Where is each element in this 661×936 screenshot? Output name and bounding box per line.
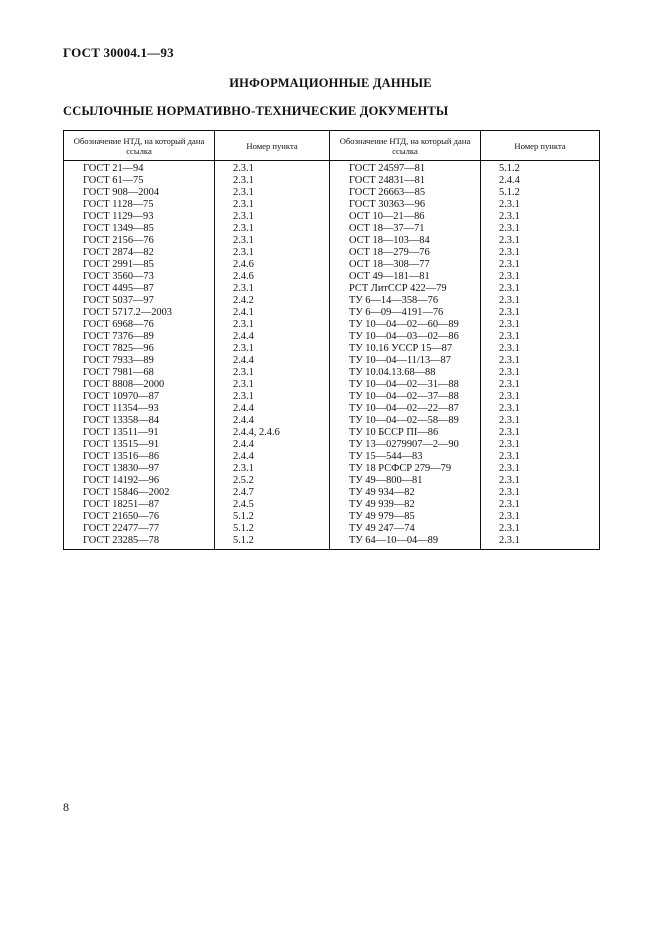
clause-cell-right: 2.3.1 xyxy=(481,391,600,403)
ntd-cell-left: ГОСТ 7825—96 xyxy=(64,343,215,355)
clause-cell-right: 2.3.1 xyxy=(481,211,600,223)
ntd-cell-right: ОСТ 18—279—76 xyxy=(330,247,481,259)
clause-cell-left: 2.3.1 xyxy=(215,187,330,199)
ntd-cell-right: ГОСТ 30363—96 xyxy=(330,199,481,211)
clause-cell-left: 2.4.6 xyxy=(215,271,330,283)
table-row xyxy=(64,223,600,235)
document-code: ГОСТ 30004.1—93 xyxy=(63,45,174,60)
ntd-cell-right: РСТ ЛитССР 422—79 xyxy=(330,283,481,295)
clause-cell-left: 2.4.1 xyxy=(215,307,330,319)
clause-cell-right: 2.3.1 xyxy=(481,427,600,439)
clause-cell-right: 2.3.1 xyxy=(481,295,600,307)
ntd-cell-right: ТУ 49 934—82 xyxy=(330,487,481,499)
clause-cell-left: 2.4.4 xyxy=(215,331,330,343)
table-row xyxy=(64,403,600,415)
clause-cell-left: 2.3.1 xyxy=(215,211,330,223)
clause-cell-left: 2.3.1 xyxy=(215,463,330,475)
clause-cell-left: 2.4.7 xyxy=(215,487,330,499)
clause-cell-left: 2.3.1 xyxy=(215,367,330,379)
ntd-cell-right: ОСТ 18—37—71 xyxy=(330,223,481,235)
clause-cell-left: 5.1.2 xyxy=(215,535,330,550)
ntd-cell-left: ГОСТ 13516—86 xyxy=(64,451,215,463)
table-header-row xyxy=(64,131,600,161)
table-row xyxy=(64,511,600,523)
clause-cell-right: 2.3.1 xyxy=(481,367,600,379)
ntd-cell-right: ТУ 18 РСФСР 279—79 xyxy=(330,463,481,475)
clause-cell-right: 2.3.1 xyxy=(481,283,600,295)
clause-cell-left: 2.4.4 xyxy=(215,439,330,451)
ntd-cell-left: ГОСТ 908—2004 xyxy=(64,187,215,199)
ntd-cell-right: ТУ 6—09—4191—76 xyxy=(330,307,481,319)
table-row xyxy=(64,523,600,535)
ntd-cell-left: ГОСТ 4495—87 xyxy=(64,283,215,295)
clause-cell-right: 2.3.1 xyxy=(481,535,600,550)
ntd-cell-left: ГОСТ 13830—97 xyxy=(64,463,215,475)
ntd-cell-left: ГОСТ 1128—75 xyxy=(64,199,215,211)
table-row xyxy=(64,475,600,487)
table-row xyxy=(64,439,600,451)
ntd-cell-left: ГОСТ 8808—2000 xyxy=(64,379,215,391)
table-row xyxy=(64,535,600,550)
clause-cell-left: 2.3.1 xyxy=(215,319,330,331)
clause-cell-right: 2.3.1 xyxy=(481,499,600,511)
table-body xyxy=(64,161,600,550)
clause-cell-left: 2.5.2 xyxy=(215,475,330,487)
ntd-cell-left: ГОСТ 21650—76 xyxy=(64,511,215,523)
clause-cell-right: 2.3.1 xyxy=(481,355,600,367)
ntd-cell-left: ГОСТ 5717.2—2003 xyxy=(64,307,215,319)
clause-cell-left: 2.3.1 xyxy=(215,343,330,355)
clause-cell-left: 2.4.6 xyxy=(215,259,330,271)
header-ntd-left: Обозначение НТД, на который дана ссылка xyxy=(64,131,215,161)
clause-cell-left: 2.4.4, 2.4.6 xyxy=(215,427,330,439)
table-row xyxy=(64,161,600,176)
ntd-cell-left: ГОСТ 22477—77 xyxy=(64,523,215,535)
ntd-cell-right: ТУ 10.16 УССР 15—87 xyxy=(330,343,481,355)
clause-cell-right: 2.3.1 xyxy=(481,259,600,271)
ntd-cell-left: ГОСТ 13515—91 xyxy=(64,439,215,451)
table-row xyxy=(64,499,600,511)
clause-cell-right: 2.3.1 xyxy=(481,343,600,355)
clause-cell-right: 2.3.1 xyxy=(481,319,600,331)
clause-cell-right: 2.3.1 xyxy=(481,487,600,499)
ntd-cell-left: ГОСТ 7933—89 xyxy=(64,355,215,367)
table-row xyxy=(64,175,600,187)
clause-cell-right: 5.1.2 xyxy=(481,187,600,199)
ntd-cell-left: ГОСТ 3560—73 xyxy=(64,271,215,283)
ntd-cell-right: ТУ 49 247—74 xyxy=(330,523,481,535)
ntd-cell-left: ГОСТ 13511—91 xyxy=(64,427,215,439)
clause-cell-left: 5.1.2 xyxy=(215,511,330,523)
ntd-cell-left: ГОСТ 7376—89 xyxy=(64,331,215,343)
section-title: ИНФОРМАЦИОННЫЕ ДАННЫЕ xyxy=(229,76,432,90)
ntd-cell-left: ГОСТ 7981—68 xyxy=(64,367,215,379)
clause-cell-right: 5.1.2 xyxy=(481,161,600,176)
ntd-cell-right: ТУ 10 БССР ПI—86 xyxy=(330,427,481,439)
clause-cell-right: 2.3.1 xyxy=(481,439,600,451)
ntd-cell-left: ГОСТ 15846—2002 xyxy=(64,487,215,499)
table-row xyxy=(64,379,600,391)
table-row xyxy=(64,235,600,247)
ntd-cell-right: ГОСТ 26663—85 xyxy=(330,187,481,199)
ntd-cell-right: ТУ 10—04—02—37—88 xyxy=(330,391,481,403)
ntd-cell-right: ТУ 10—04—02—58—89 xyxy=(330,415,481,427)
ntd-cell-right: ТУ 49 939—82 xyxy=(330,499,481,511)
header-clause-left: Номер пункта xyxy=(215,131,330,161)
ntd-cell-left: ГОСТ 18251—87 xyxy=(64,499,215,511)
clause-cell-right: 2.3.1 xyxy=(481,415,600,427)
table-row xyxy=(64,367,600,379)
ntd-cell-right: ТУ 6—14—358—76 xyxy=(330,295,481,307)
clause-cell-left: 2.3.1 xyxy=(215,379,330,391)
ntd-cell-right: ГОСТ 24597—81 xyxy=(330,161,481,176)
table-row xyxy=(64,319,600,331)
ntd-cell-right: ОСТ 18—103—84 xyxy=(330,235,481,247)
page-number: 8 xyxy=(63,800,69,814)
ntd-cell-left: ГОСТ 1349—85 xyxy=(64,223,215,235)
ntd-cell-right: ОСТ 10—21—86 xyxy=(330,211,481,223)
clause-cell-left: 2.4.5 xyxy=(215,499,330,511)
table-row xyxy=(64,391,600,403)
table-row xyxy=(64,463,600,475)
header-ntd-right: Обозначение НТД, на который дана ссылка xyxy=(330,131,481,161)
clause-cell-left: 2.4.2 xyxy=(215,295,330,307)
ntd-cell-right: ТУ 64—10—04—89 xyxy=(330,535,481,550)
table-row xyxy=(64,199,600,211)
clause-cell-left: 2.3.1 xyxy=(215,235,330,247)
ntd-cell-right: ТУ 10—04—11/13—87 xyxy=(330,355,481,367)
clause-cell-left: 2.4.4 xyxy=(215,451,330,463)
clause-cell-right: 2.3.1 xyxy=(481,199,600,211)
clause-cell-right: 2.3.1 xyxy=(481,379,600,391)
clause-cell-right: 2.3.1 xyxy=(481,235,600,247)
ntd-cell-right: ТУ 10—04—02—22—87 xyxy=(330,403,481,415)
clause-cell-right: 2.3.1 xyxy=(481,307,600,319)
ntd-cell-right: ТУ 10.04.13.68—88 xyxy=(330,367,481,379)
clause-cell-right: 2.3.1 xyxy=(481,523,600,535)
ntd-cell-right: ТУ 10—04—02—60—89 xyxy=(330,319,481,331)
clause-cell-left: 2.3.1 xyxy=(215,283,330,295)
table-row xyxy=(64,211,600,223)
clause-cell-left: 2.3.1 xyxy=(215,199,330,211)
table-row xyxy=(64,247,600,259)
ntd-cell-right: ТУ 49—800—81 xyxy=(330,475,481,487)
table-row xyxy=(64,343,600,355)
clause-cell-right: 2.3.1 xyxy=(481,511,600,523)
table-row xyxy=(64,295,600,307)
ntd-cell-left: ГОСТ 5037—97 xyxy=(64,295,215,307)
clause-cell-right: 2.3.1 xyxy=(481,463,600,475)
table-row xyxy=(64,427,600,439)
table-row xyxy=(64,187,600,199)
ntd-cell-left: ГОСТ 2874—82 xyxy=(64,247,215,259)
table-row xyxy=(64,271,600,283)
table-row xyxy=(64,331,600,343)
ntd-cell-right: ТУ 10—04—02—31—88 xyxy=(330,379,481,391)
clause-cell-left: 2.3.1 xyxy=(215,391,330,403)
clause-cell-right: 2.3.1 xyxy=(481,451,600,463)
ntd-cell-right: ГОСТ 24831—81 xyxy=(330,175,481,187)
table-row xyxy=(64,307,600,319)
ntd-cell-left: ГОСТ 14192—96 xyxy=(64,475,215,487)
ntd-cell-left: ГОСТ 23285—78 xyxy=(64,535,215,550)
clause-cell-left: 5.1.2 xyxy=(215,523,330,535)
ntd-cell-right: ТУ 15—544—83 xyxy=(330,451,481,463)
table-row xyxy=(64,259,600,271)
clause-cell-right: 2.3.1 xyxy=(481,223,600,235)
table-row xyxy=(64,355,600,367)
clause-cell-right: 2.3.1 xyxy=(481,271,600,283)
ntd-cell-left: ГОСТ 10970—87 xyxy=(64,391,215,403)
ntd-cell-left: ГОСТ 2156—76 xyxy=(64,235,215,247)
table-row xyxy=(64,451,600,463)
clause-cell-left: 2.4.4 xyxy=(215,355,330,367)
ntd-cell-right: ТУ 49 979—85 xyxy=(330,511,481,523)
ntd-cell-left: ГОСТ 1129—93 xyxy=(64,211,215,223)
clause-cell-left: 2.4.4 xyxy=(215,415,330,427)
clause-cell-right: 2.4.4 xyxy=(481,175,600,187)
ntd-cell-left: ГОСТ 13358—84 xyxy=(64,415,215,427)
header-clause-right: Номер пункта xyxy=(481,131,600,161)
clause-cell-right: 2.3.1 xyxy=(481,403,600,415)
ntd-cell-left: ГОСТ 61—75 xyxy=(64,175,215,187)
clause-cell-right: 2.3.1 xyxy=(481,331,600,343)
ntd-cell-right: ОСТ 18—308—77 xyxy=(330,259,481,271)
table-row xyxy=(64,487,600,499)
clause-cell-right: 2.3.1 xyxy=(481,247,600,259)
clause-cell-left: 2.3.1 xyxy=(215,223,330,235)
clause-cell-left: 2.3.1 xyxy=(215,175,330,187)
clause-cell-left: 2.3.1 xyxy=(215,247,330,259)
ntd-cell-left: ГОСТ 6968—76 xyxy=(64,319,215,331)
ntd-cell-left: ГОСТ 21—94 xyxy=(64,161,215,176)
table-row xyxy=(64,415,600,427)
ntd-cell-left: ГОСТ 2991—85 xyxy=(64,259,215,271)
references-table xyxy=(63,130,600,550)
table-row xyxy=(64,283,600,295)
clause-cell-right: 2.3.1 xyxy=(481,475,600,487)
ntd-cell-right: ОСТ 49—181—81 xyxy=(330,271,481,283)
clause-cell-left: 2.4.4 xyxy=(215,403,330,415)
ntd-cell-left: ГОСТ 11354—93 xyxy=(64,403,215,415)
ntd-cell-right: ТУ 13—0279907—2—90 xyxy=(330,439,481,451)
ntd-cell-right: ТУ 10—04—03—02—86 xyxy=(330,331,481,343)
section-subtitle: ССЫЛОЧНЫЕ НОРМАТИВНО-ТЕХНИЧЕСКИЕ ДОКУМЕНТЫ xyxy=(63,104,449,118)
clause-cell-left: 2.3.1 xyxy=(215,161,330,176)
